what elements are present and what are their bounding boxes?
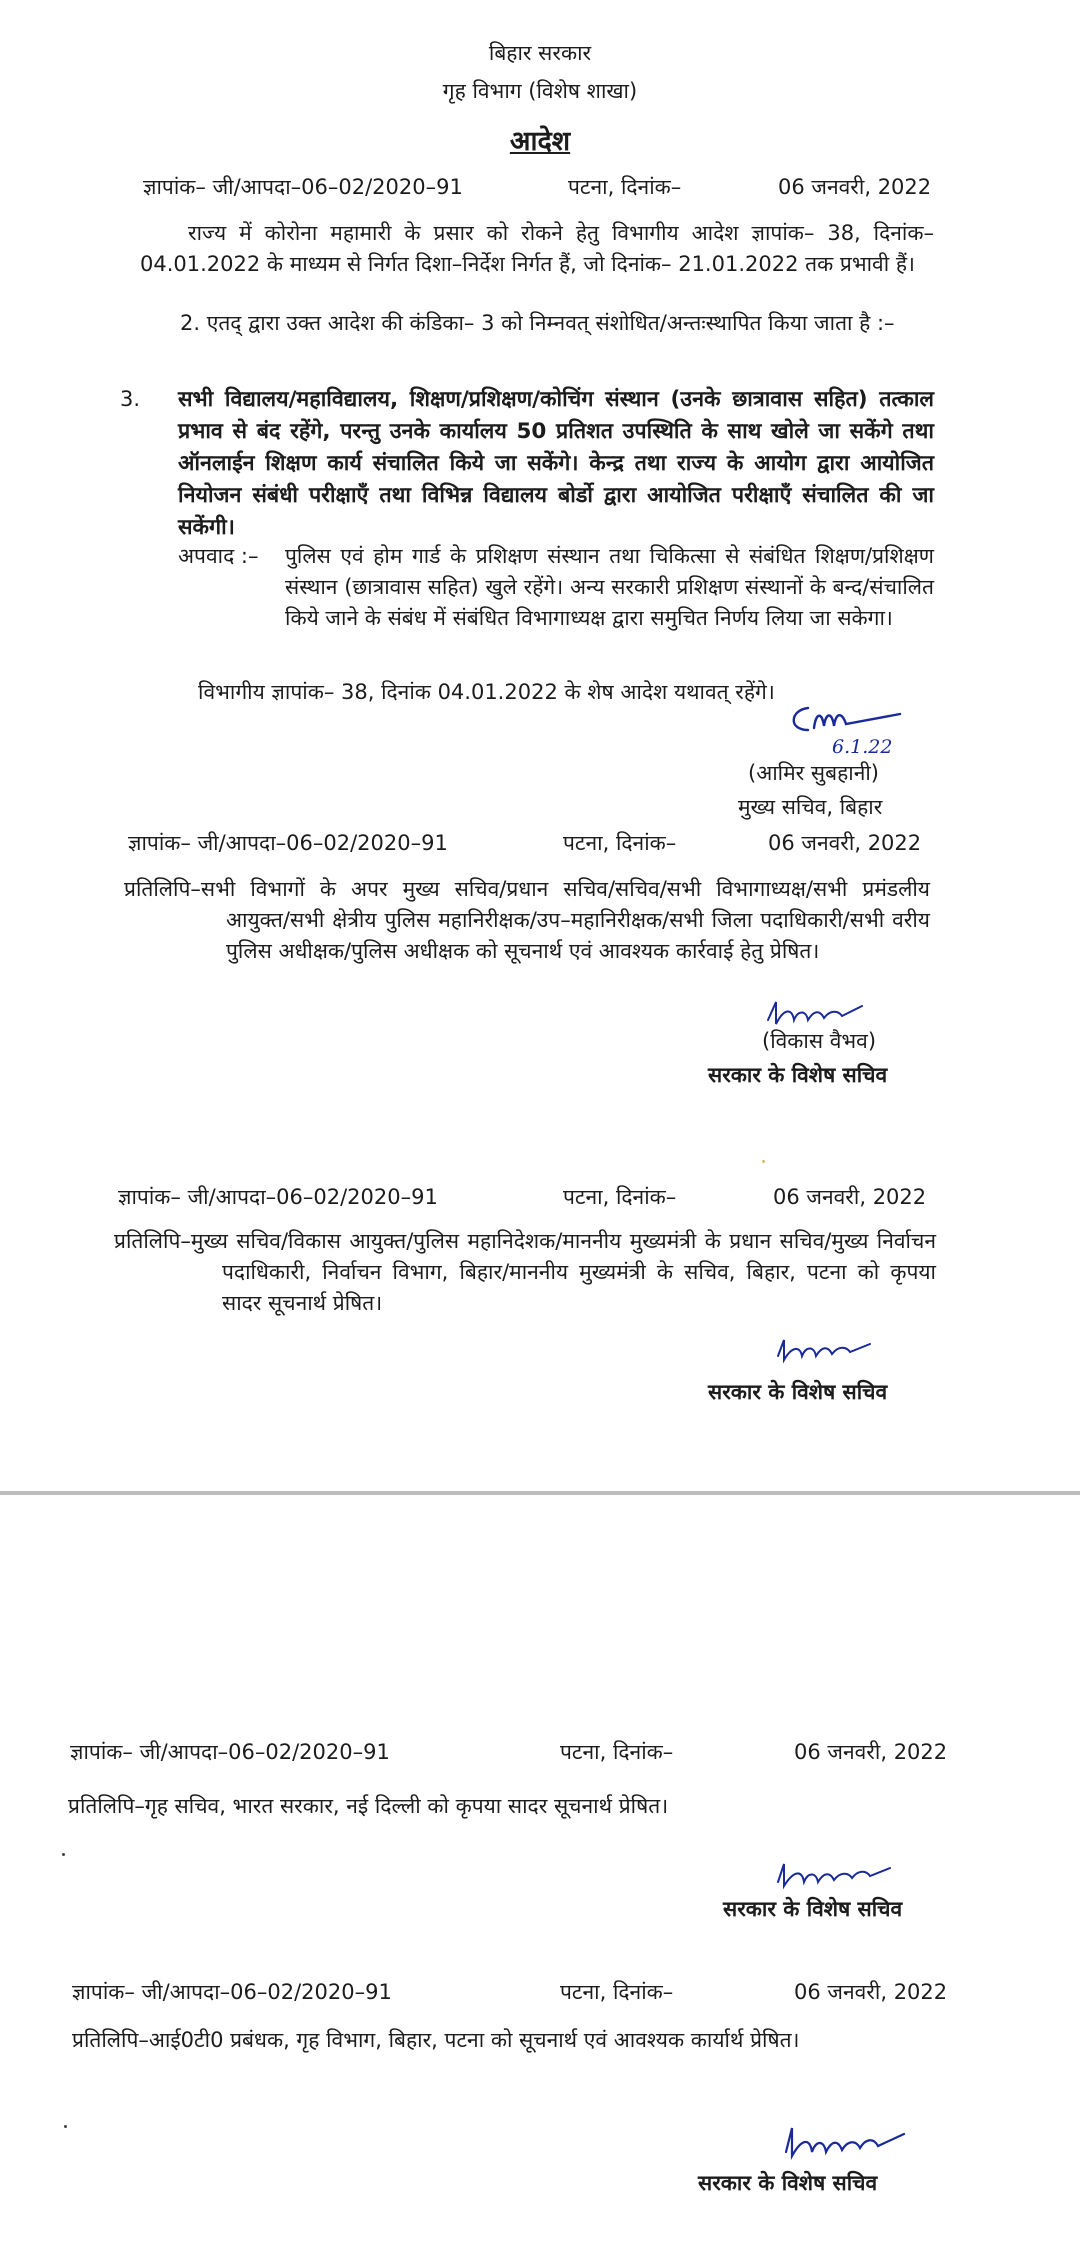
clause-number: 3. bbox=[120, 387, 141, 411]
copy-3-signer-title: सरकार के विशेष सचिव bbox=[723, 1897, 903, 1921]
copy-2-signer-title: सरकार के विशेष सचिव bbox=[708, 1380, 888, 1404]
special-secretary-signature-4 bbox=[776, 2122, 926, 2166]
copy-3-date: 06 जनवरी, 2022 bbox=[794, 1740, 948, 1764]
page-divider bbox=[0, 1491, 1080, 1495]
signature-date: 6.1.22 bbox=[832, 736, 893, 758]
department-name: गृह विभाग (विशेष शाखा) bbox=[442, 79, 638, 103]
copy-3-ref: ज्ञापांक– जी/आपदा–06–02/2020–91 bbox=[70, 1740, 390, 1764]
copy-2-text: मुख्य सचिव/विकास आयुक्त/पुलिस महानिदेशक/माननीय मुख्यमंत्री के प्रधान सचिव/मुख्य निर्वाचन पदाधिकारी, निर्वाचन विभाग, बिहार/माननीय मुख्यमंत्री के सचिव, बिहार, पटना को कृपया सादर सूचनार्थ प्रेषित। bbox=[190, 1229, 936, 1315]
special-secretary-signature-2 bbox=[772, 1334, 882, 1368]
order-para-1: राज्य में कोरोना महामारी के प्रसार को रोकने हेतु विभागीय आदेश ज्ञापांक– 38, दिनांक–04.01.2022 के माध्यम से निर्गत दिशा–निर्देश निर्गत हैं, जो दिनांक– 21.01.2022 तक प्रभावी हैं। bbox=[140, 221, 934, 276]
scan-dot-2 bbox=[64, 2125, 67, 2128]
exception-label: अपवाद :– bbox=[178, 544, 259, 568]
copy-1-body bbox=[124, 874, 930, 967]
copy-1-label: प्रतिलिपि– bbox=[124, 877, 201, 901]
page-title: आदेश bbox=[509, 126, 571, 157]
copy-2-label: प्रतिलिपि– bbox=[114, 1229, 191, 1253]
exception-text: पुलिस एवं होम गार्ड के प्रशिक्षण संस्थान तथा चिकित्सा से संबंधित शिक्षण/प्रशिक्षण संस्थान (छात्रावास सहित) खुले रहेंगे। अन्य सरकारी प्रशिक्षण संस्थानों के बन्द/संचालित किये जाने के संबंध में संबंधित विभागाध्यक्ष द्वारा समुचित निर्णय लिया जा सकेगा। bbox=[285, 544, 934, 630]
copy-3-text: गृह सचिव, भारत सरकार, नई दिल्ली को कृपया सादर सूचनार्थ प्रेषित। bbox=[144, 1794, 669, 1818]
copy-4-ref: ज्ञापांक– जी/आपदा–06–02/2020–91 bbox=[72, 1980, 392, 2004]
remaining-orders-note: विभागीय ज्ञापांक– 38, दिनांक 04.01.2022 के शेष आदेश यथावत् रहेंगे। bbox=[198, 680, 775, 704]
copy-4-label: प्रतिलिपि– bbox=[72, 2028, 149, 2052]
order-place: पटना, दिनांक– bbox=[568, 175, 682, 199]
copy-1-signer-name: (विकास वैभव) bbox=[762, 1029, 877, 1053]
copy-1-date: 06 जनवरी, 2022 bbox=[768, 831, 922, 855]
copy-1-signer-title: सरकार के विशेष सचिव bbox=[708, 1063, 888, 1087]
copy-4-place: पटना, दिनांक– bbox=[560, 1980, 674, 2004]
copy-2-body bbox=[114, 1226, 936, 1319]
order-ref: ज्ञापांक– जी/आपदा–06–02/2020–91 bbox=[143, 175, 463, 199]
scan-dot bbox=[62, 1853, 65, 1856]
special-secretary-signature-3 bbox=[770, 1858, 900, 1894]
copy-1-text: सभी विभागों के अपर मुख्य सचिव/प्रधान सचिव/सचिव/सभी विभागाध्यक्ष/सभी प्रमंडलीय आयुक्त/सभी क्षेत्रीय पुलिस महानिरीक्षक/उप–महानिरीक्षक/सभी जिला पदाधिकारी/सभी वरीय पुलिस अधीक्षक/पुलिस अधीक्षक को सूचनार्थ एवं आवश्यक कार्रवाई हेतु प्रेषित। bbox=[200, 877, 930, 963]
copy-4-body bbox=[72, 2025, 976, 2056]
govt-name: बिहार सरकार bbox=[488, 41, 592, 65]
copy-2-place: पटना, दिनांक– bbox=[563, 1185, 677, 1209]
signatory-name: (आमिर सुबहानी) bbox=[748, 761, 879, 785]
clause-3-text: सभी विद्यालय/महाविद्यालय, शिक्षण/प्रशिक्षण/कोचिंग संस्थान (उनके छात्रावास सहित) तत्काल प्रभाव से बंद रहेंगे, परन्तु उनके कार्यालय 50 प्रतिशत उपस्थिति के साथ खोले जा सकेंगे तथा ऑनलाईन शिक्षण कार्य संचालित किये जा सकेंगे। केन्द्र तथा राज्य के आयोग द्वारा आयोजित नियोजन संबंधी परीक्षाएँ तथा विभिन्न विद्यालय बोर्डो द्वारा आयोजित परीक्षाएँ संचालित की जा सकेंगी। bbox=[178, 387, 934, 540]
copy-3-label: प्रतिलिपि– bbox=[68, 1794, 145, 1818]
copy-4-signer-title: सरकार के विशेष सचिव bbox=[698, 2171, 878, 2195]
copy-1-ref: ज्ञापांक– जी/आपदा–06–02/2020–91 bbox=[128, 831, 448, 855]
copy-2-date: 06 जनवरी, 2022 bbox=[773, 1185, 927, 1209]
order-date: 06 जनवरी, 2022 bbox=[778, 175, 932, 199]
copy-4-text: आई0टी0 प्रबंधक, गृह विभाग, बिहार, पटना को सूचनार्थ एवं आवश्यक कार्यार्थ प्रेषित। bbox=[148, 2028, 800, 2052]
scan-speck bbox=[762, 1160, 765, 1163]
order-para-2: 2. एतद् द्वारा उक्त आदेश की कंडिका– 3 को निम्नवत् संशोधित/अन्तःस्थापित किया जाता है :– bbox=[180, 311, 895, 335]
copy-1-place: पटना, दिनांक– bbox=[563, 831, 677, 855]
copy-3-body bbox=[68, 1791, 968, 1822]
copy-2-ref: ज्ञापांक– जी/आपदा–06–02/2020–91 bbox=[118, 1185, 438, 1209]
copy-3-place: पटना, दिनांक– bbox=[560, 1740, 674, 1764]
signatory-title: मुख्य सचिव, बिहार bbox=[738, 795, 883, 819]
copy-4-date: 06 जनवरी, 2022 bbox=[794, 1980, 948, 2004]
